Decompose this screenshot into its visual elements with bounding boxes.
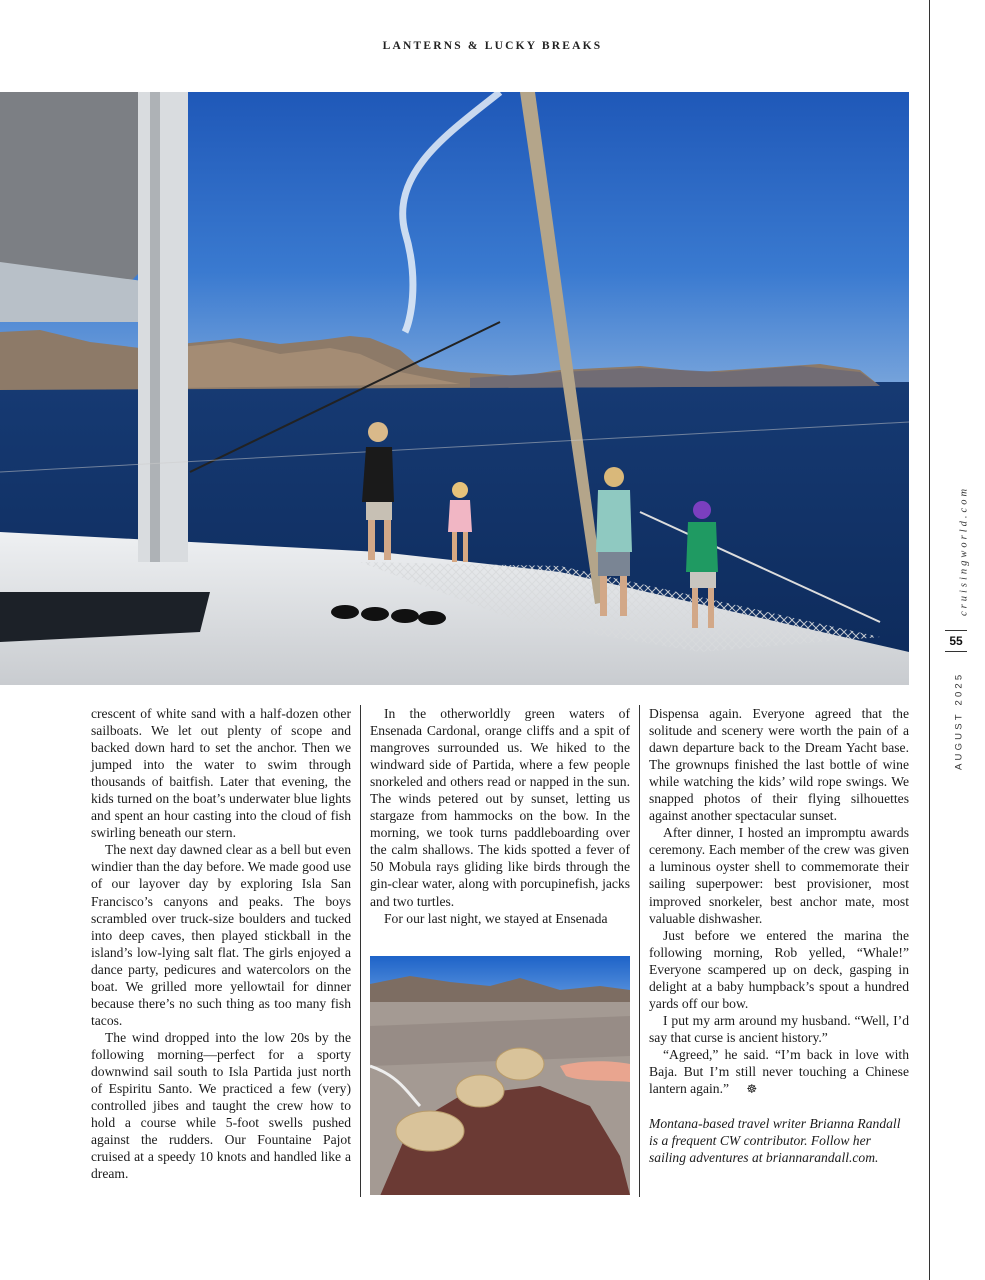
paragraph: The wind dropped into the low 20s by the following morning—perfect for a sporty downwind sail south to Isla Partida just north of Espiritu Santo. We practiced a few (very) controlled jibes and taught the crew how to hold a course while 5-foot swells pushed against the rudders. Our Fountaine Pajot cruised at a speedy 10 knots and handled like a dream. [91, 1029, 351, 1182]
paragraph: Just before we entered the marina the following morning, Rob yelled, “Whale!” Everyone scampered up on deck, gasping in delight at a baby humpback’s spout a hundred yards off our bow. [649, 927, 909, 1011]
paragraph: crescent of white sand with a half-dozen other sailboats. We let out plenty of scope and backed down hard to set the anchor. Then we jumped into the water to swim through thousands of baitfish. Later that evening, the kids turned on the boat’s underwater blue lights and spent an hour casting into the cloud of fish swirling beneath our stern. [91, 706, 351, 841]
column-rule [360, 705, 361, 1197]
inset-photo [370, 956, 630, 1195]
paragraph: In the otherworldly green waters of Ensenada Cardonal, orange cliffs and a spit of mangroves surrounded us. We hiked to the windward side of Partida, where a few people snorkeled and others read or napped in the sun. The winds petered out by sunset, letting us stargaze from hammocks on the bow. In the morning, we took turns paddleboarding over the calm shallows. The kids spotted a fever of 50 Mobula rays gliding like birds through the gin-clear water, along with porcupinefish, jacks and two turtles. [370, 706, 630, 909]
paragraph [649, 1046, 909, 1098]
paragraph-text: “Agreed,” he said. “I’m back in love with Baja. But I’m still never touching a Chinese lantern again.” [649, 1046, 909, 1097]
paragraph: After dinner, I hosted an impromptu awards ceremony. Each member of the crew was given a luminous oyster shell to commemorate their sailing superpower: best provisioner, most improved snorkeler, best anchor mate, most valuable dishwasher. [649, 825, 909, 926]
author-bio: Montana-based travel writer Brianna Randall is a frequent CW contributor. Follow her sailing adventures at briannarandall.com. [649, 1116, 901, 1166]
paragraph: I put my arm around my husband. “Well, I’d say that curse is ancient history.” [649, 1012, 909, 1045]
page-number: 55 [945, 630, 967, 652]
ship-wheel-icon: ☸ [746, 1082, 758, 1097]
paragraph: The next day dawned clear as a bell but even windier than the day before. We made good use of our layover day by exploring Isla San Francisco’s canyons and peaks. The boys scrambled over truck-size boulders and tucked into deep caves, then played stickball in the island’s low-lying salt flat. The girls enjoyed a dance party, pedicures and watercolors on the boat. We grilled more yellowtail for dinner because there’s no such thing as too many fish tacos. [91, 842, 351, 1028]
paragraph: Dispensa again. Everyone agreed that the solitude and scenery were worth the pain of a dawn departure back to the Dream Yacht base. The grownups finished the last bottle of wine while watching the kids’ wild rope swings. We snapped photos of their flying silhouettes against another spectacular sunset. [649, 706, 909, 824]
column-rule [639, 705, 640, 1197]
article-column-1 [91, 705, 351, 1182]
running-head: LANTERNS & LUCKY BREAKS [382, 40, 603, 52]
issue-date: AUGUST 2025 [953, 671, 965, 771]
paragraph: For our last night, we stayed at Ensenada [384, 910, 608, 926]
hero-photo [0, 92, 909, 685]
article-column-3 [649, 705, 909, 1166]
margin-rule [929, 0, 930, 1280]
website-label: cruisingworld.com [958, 485, 970, 617]
article-column-2 [370, 705, 630, 927]
